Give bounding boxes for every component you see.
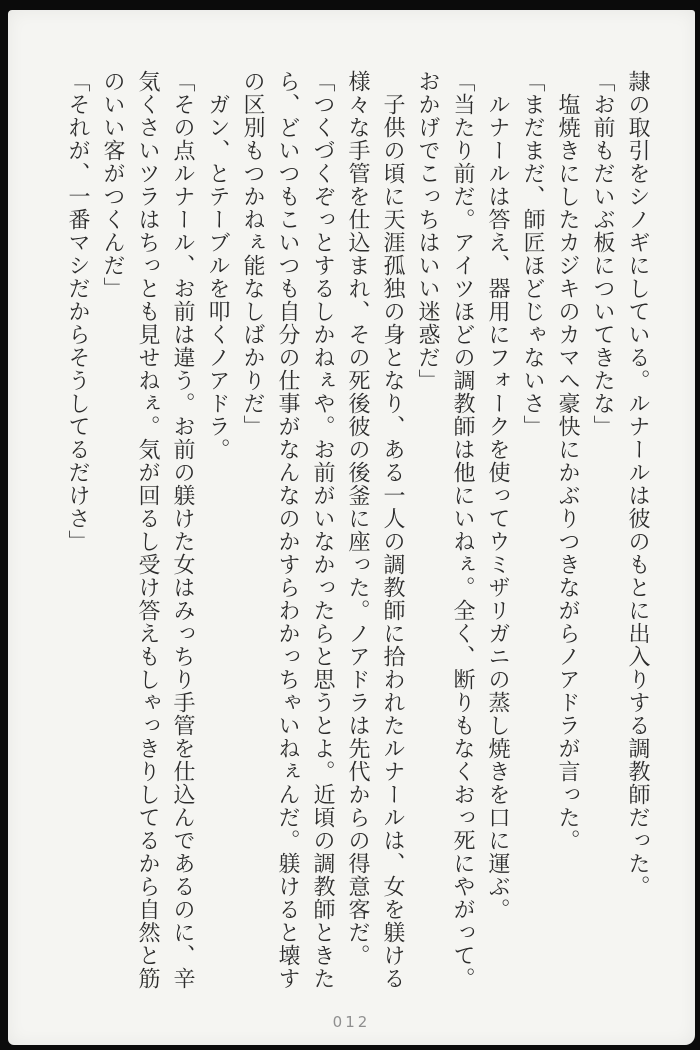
text-line: のいい客がつくんだ」 [100,70,125,300]
text-line: ガン、とテーブルを叩くノアドラ。 [205,93,230,461]
book-page [8,10,695,1045]
text-line: 「つくづくぞっとするしかねぇや。お前がいなかったらと思うとよ。近頃の調教師ときた [310,70,335,990]
text-line: 「まだまだ、師匠ほどじゃないさ」 [520,70,545,438]
text-line: 様々な手管を仕込まれ、その死後彼の後釜に座った。ノアドラは先代からの得意客だ。 [345,70,370,967]
page-text-block [60,70,655,1000]
text-line: ら、どいつもこいつも自分の仕事がなんなのかすらわかっちゃいねぇんだ。躾けると壊す [275,70,300,990]
text-line: 「当たり前だ。アイツほどの調教師は他にいねぇ。全く、断りもなくおっ死にやがって。 [450,70,475,990]
text-line: 塩焼きにしたカジキのカマへ豪快にかぶりつきながらノアドラが言った。 [555,93,580,852]
page-number: 012 [332,1013,371,1031]
text-line: の区別もつかねぇ能なしばかりだ」 [240,70,265,438]
text-line: 気くさいツラはちっとも見せねぇ。気が回るし受け答えもしゃっきりしてるから自然と筋 [135,70,160,990]
text-line: 「それが、一番マシだからそうしてるだけさ」 [65,70,90,553]
text-line: おかげでこっちはいい迷惑だ」 [415,70,440,392]
text-line: 隷の取引をシノギにしている。ルナールは彼のもとに出入りする調教師だった。 [625,70,650,898]
text-line: 「お前もだいぶ板についてきたな」 [590,70,615,438]
text-line: 「その点ルナール、お前は違う。お前の躾けた女はみっちり手管を仕込んであるのに、辛 [170,70,195,990]
text-line: ルナールは答え、器用にフォークを使ってウミザリガニの蒸し焼きを口に運ぶ。 [485,93,510,921]
text-line: 子供の頃に天涯孤独の身となり、ある一人の調教師に拾われたルナールは、女を躾ける [380,93,405,990]
